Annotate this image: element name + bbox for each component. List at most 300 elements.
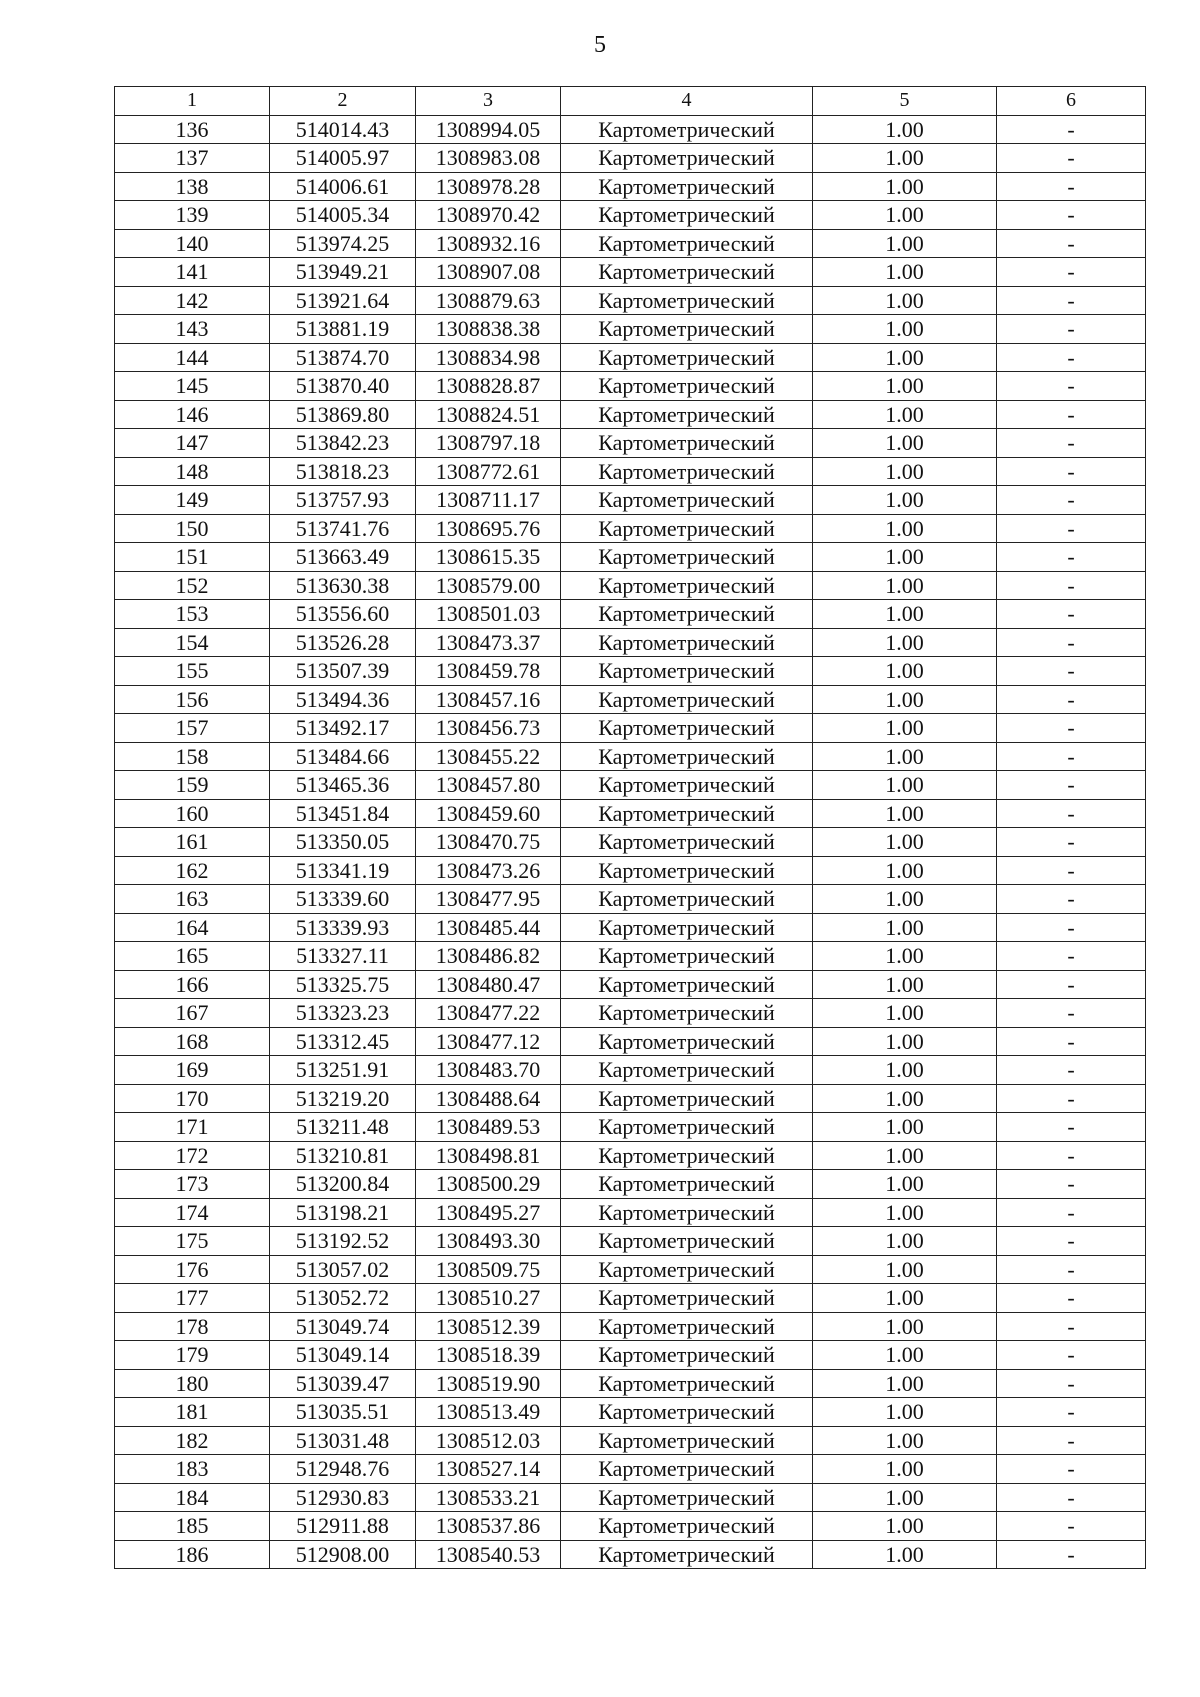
point-number-cell: 170 — [115, 1084, 270, 1113]
description-cell: - — [997, 115, 1146, 144]
accuracy-cell: 1.00 — [813, 172, 997, 201]
table-row — [115, 600, 1146, 629]
accuracy-cell: 1.00 — [813, 429, 997, 458]
x-coordinate-cell: 513339.93 — [270, 913, 416, 942]
accuracy-cell: 1.00 — [813, 400, 997, 429]
x-coordinate-cell: 512908.00 — [270, 1540, 416, 1569]
method-cell: Картометрический — [561, 1198, 813, 1227]
point-number-cell: 155 — [115, 657, 270, 686]
x-coordinate-cell: 513881.19 — [270, 315, 416, 344]
x-coordinate-cell: 513741.76 — [270, 514, 416, 543]
table-row — [115, 799, 1146, 828]
accuracy-cell: 1.00 — [813, 771, 997, 800]
x-coordinate-cell: 513870.40 — [270, 372, 416, 401]
method-cell: Картометрический — [561, 1312, 813, 1341]
x-coordinate-cell: 513052.72 — [270, 1284, 416, 1313]
description-cell: - — [997, 1198, 1146, 1227]
accuracy-cell: 1.00 — [813, 600, 997, 629]
accuracy-cell: 1.00 — [813, 1455, 997, 1484]
x-coordinate-cell: 513049.74 — [270, 1312, 416, 1341]
table-row — [115, 1084, 1146, 1113]
description-cell: - — [997, 457, 1146, 486]
table-row — [115, 1483, 1146, 1512]
x-coordinate-cell: 513921.64 — [270, 286, 416, 315]
accuracy-cell: 1.00 — [813, 799, 997, 828]
method-cell: Картометрический — [561, 457, 813, 486]
y-coordinate-cell: 1308493.30 — [416, 1227, 561, 1256]
point-number-cell: 141 — [115, 258, 270, 287]
description-cell: - — [997, 144, 1146, 173]
method-cell: Картометрический — [561, 1540, 813, 1569]
method-cell: Картометрический — [561, 144, 813, 173]
y-coordinate-cell: 1308579.00 — [416, 571, 561, 600]
table-row — [115, 942, 1146, 971]
description-cell: - — [997, 1141, 1146, 1170]
x-coordinate-cell: 513465.36 — [270, 771, 416, 800]
table-row — [115, 1170, 1146, 1199]
point-number-cell: 174 — [115, 1198, 270, 1227]
description-cell: - — [997, 999, 1146, 1028]
table-row — [115, 1455, 1146, 1484]
table-row — [115, 514, 1146, 543]
accuracy-cell: 1.00 — [813, 1084, 997, 1113]
point-number-cell: 154 — [115, 628, 270, 657]
table-row — [115, 1227, 1146, 1256]
accuracy-cell: 1.00 — [813, 486, 997, 515]
accuracy-cell: 1.00 — [813, 115, 997, 144]
point-number-cell: 137 — [115, 144, 270, 173]
point-number-cell: 159 — [115, 771, 270, 800]
description-cell: - — [997, 571, 1146, 600]
accuracy-cell: 1.00 — [813, 1540, 997, 1569]
table-row — [115, 1198, 1146, 1227]
column-header-2: 2 — [270, 87, 416, 116]
table-row — [115, 543, 1146, 572]
x-coordinate-cell: 513210.81 — [270, 1141, 416, 1170]
method-cell: Картометрический — [561, 714, 813, 743]
description-cell: - — [997, 1027, 1146, 1056]
y-coordinate-cell: 1308485.44 — [416, 913, 561, 942]
y-coordinate-cell: 1308486.82 — [416, 942, 561, 971]
method-cell: Картометрический — [561, 799, 813, 828]
table-row — [115, 1512, 1146, 1541]
y-coordinate-cell: 1308711.17 — [416, 486, 561, 515]
point-number-cell: 166 — [115, 970, 270, 999]
table-row — [115, 172, 1146, 201]
column-header-3: 3 — [416, 87, 561, 116]
table-row — [115, 343, 1146, 372]
accuracy-cell: 1.00 — [813, 742, 997, 771]
accuracy-cell: 1.00 — [813, 942, 997, 971]
table-row — [115, 913, 1146, 942]
point-number-cell: 138 — [115, 172, 270, 201]
method-cell: Картометрический — [561, 685, 813, 714]
accuracy-cell: 1.00 — [813, 1170, 997, 1199]
y-coordinate-cell: 1308879.63 — [416, 286, 561, 315]
x-coordinate-cell: 513630.38 — [270, 571, 416, 600]
point-number-cell: 158 — [115, 742, 270, 771]
description-cell: - — [997, 172, 1146, 201]
point-number-cell: 151 — [115, 543, 270, 572]
accuracy-cell: 1.00 — [813, 543, 997, 572]
method-cell: Картометрический — [561, 942, 813, 971]
accuracy-cell: 1.00 — [813, 144, 997, 173]
column-header-6: 6 — [997, 87, 1146, 116]
table-row — [115, 1284, 1146, 1313]
x-coordinate-cell: 513325.75 — [270, 970, 416, 999]
description-cell: - — [997, 771, 1146, 800]
table-row — [115, 115, 1146, 144]
description-cell: - — [997, 1084, 1146, 1113]
x-coordinate-cell: 513211.48 — [270, 1113, 416, 1142]
x-coordinate-cell: 512911.88 — [270, 1512, 416, 1541]
y-coordinate-cell: 1308994.05 — [416, 115, 561, 144]
method-cell: Картометрический — [561, 913, 813, 942]
method-cell: Картометрический — [561, 229, 813, 258]
point-number-cell: 169 — [115, 1056, 270, 1085]
method-cell: Картометрический — [561, 885, 813, 914]
accuracy-cell: 1.00 — [813, 1284, 997, 1313]
y-coordinate-cell: 1308533.21 — [416, 1483, 561, 1512]
y-coordinate-cell: 1308512.39 — [416, 1312, 561, 1341]
y-coordinate-cell: 1308501.03 — [416, 600, 561, 629]
method-cell: Картометрический — [561, 201, 813, 230]
point-number-cell: 143 — [115, 315, 270, 344]
y-coordinate-cell: 1308797.18 — [416, 429, 561, 458]
x-coordinate-cell: 513494.36 — [270, 685, 416, 714]
x-coordinate-cell: 513757.93 — [270, 486, 416, 515]
x-coordinate-cell: 514005.34 — [270, 201, 416, 230]
accuracy-cell: 1.00 — [813, 514, 997, 543]
accuracy-cell: 1.00 — [813, 1369, 997, 1398]
y-coordinate-cell: 1308513.49 — [416, 1398, 561, 1427]
description-cell: - — [997, 258, 1146, 287]
description-cell: - — [997, 685, 1146, 714]
point-number-cell: 146 — [115, 400, 270, 429]
method-cell: Картометрический — [561, 115, 813, 144]
accuracy-cell: 1.00 — [813, 1483, 997, 1512]
column-header-4: 4 — [561, 87, 813, 116]
point-number-cell: 156 — [115, 685, 270, 714]
accuracy-cell: 1.00 — [813, 201, 997, 230]
description-cell: - — [997, 828, 1146, 857]
y-coordinate-cell: 1308907.08 — [416, 258, 561, 287]
table-row — [115, 286, 1146, 315]
method-cell: Картометрический — [561, 543, 813, 572]
point-number-cell: 165 — [115, 942, 270, 971]
description-cell: - — [997, 201, 1146, 230]
accuracy-cell: 1.00 — [813, 1512, 997, 1541]
x-coordinate-cell: 513350.05 — [270, 828, 416, 857]
method-cell: Картометрический — [561, 742, 813, 771]
x-coordinate-cell: 513219.20 — [270, 1084, 416, 1113]
x-coordinate-cell: 514005.97 — [270, 144, 416, 173]
point-number-cell: 144 — [115, 343, 270, 372]
accuracy-cell: 1.00 — [813, 828, 997, 857]
method-cell: Картометрический — [561, 628, 813, 657]
accuracy-cell: 1.00 — [813, 372, 997, 401]
point-number-cell: 160 — [115, 799, 270, 828]
table-row — [115, 714, 1146, 743]
accuracy-cell: 1.00 — [813, 657, 997, 686]
point-number-cell: 142 — [115, 286, 270, 315]
x-coordinate-cell: 513526.28 — [270, 628, 416, 657]
description-cell: - — [997, 1512, 1146, 1541]
description-cell: - — [997, 600, 1146, 629]
table-row — [115, 1540, 1146, 1569]
description-cell: - — [997, 1369, 1146, 1398]
y-coordinate-cell: 1308695.76 — [416, 514, 561, 543]
description-cell: - — [997, 429, 1146, 458]
point-number-cell: 145 — [115, 372, 270, 401]
point-number-cell: 171 — [115, 1113, 270, 1142]
method-cell: Картометрический — [561, 571, 813, 600]
description-cell: - — [997, 286, 1146, 315]
x-coordinate-cell: 513200.84 — [270, 1170, 416, 1199]
x-coordinate-cell: 513507.39 — [270, 657, 416, 686]
description-cell: - — [997, 1255, 1146, 1284]
table-row — [115, 970, 1146, 999]
method-cell: Картометрический — [561, 1056, 813, 1085]
y-coordinate-cell: 1308527.14 — [416, 1455, 561, 1484]
description-cell: - — [997, 1056, 1146, 1085]
description-cell: - — [997, 400, 1146, 429]
table-row — [115, 1312, 1146, 1341]
description-cell: - — [997, 1312, 1146, 1341]
x-coordinate-cell: 513312.45 — [270, 1027, 416, 1056]
description-cell: - — [997, 913, 1146, 942]
y-coordinate-cell: 1308500.29 — [416, 1170, 561, 1199]
method-cell: Картометрический — [561, 1170, 813, 1199]
description-cell: - — [997, 856, 1146, 885]
x-coordinate-cell: 513057.02 — [270, 1255, 416, 1284]
point-number-cell: 186 — [115, 1540, 270, 1569]
y-coordinate-cell: 1308470.75 — [416, 828, 561, 857]
description-cell: - — [997, 1540, 1146, 1569]
y-coordinate-cell: 1308455.22 — [416, 742, 561, 771]
method-cell: Картометрический — [561, 856, 813, 885]
method-cell: Картометрический — [561, 1483, 813, 1512]
table-row — [115, 742, 1146, 771]
point-number-cell: 149 — [115, 486, 270, 515]
method-cell: Картометрический — [561, 999, 813, 1028]
accuracy-cell: 1.00 — [813, 343, 997, 372]
table-row — [115, 1426, 1146, 1455]
point-number-cell: 167 — [115, 999, 270, 1028]
table-row — [115, 628, 1146, 657]
accuracy-cell: 1.00 — [813, 999, 997, 1028]
accuracy-cell: 1.00 — [813, 1113, 997, 1142]
y-coordinate-cell: 1308824.51 — [416, 400, 561, 429]
point-number-cell: 184 — [115, 1483, 270, 1512]
table-row — [115, 315, 1146, 344]
y-coordinate-cell: 1308838.38 — [416, 315, 561, 344]
point-number-cell: 175 — [115, 1227, 270, 1256]
point-number-cell: 164 — [115, 913, 270, 942]
x-coordinate-cell: 513874.70 — [270, 343, 416, 372]
accuracy-cell: 1.00 — [813, 913, 997, 942]
point-number-cell: 182 — [115, 1426, 270, 1455]
y-coordinate-cell: 1308477.95 — [416, 885, 561, 914]
x-coordinate-cell: 513949.21 — [270, 258, 416, 287]
accuracy-cell: 1.00 — [813, 315, 997, 344]
description-cell: - — [997, 315, 1146, 344]
table-row — [115, 229, 1146, 258]
x-coordinate-cell: 513251.91 — [270, 1056, 416, 1085]
method-cell: Картометрический — [561, 1426, 813, 1455]
description-cell: - — [997, 714, 1146, 743]
table-row — [115, 1255, 1146, 1284]
y-coordinate-cell: 1308932.16 — [416, 229, 561, 258]
x-coordinate-cell: 513323.23 — [270, 999, 416, 1028]
table-row — [115, 457, 1146, 486]
x-coordinate-cell: 512930.83 — [270, 1483, 416, 1512]
description-cell: - — [997, 1398, 1146, 1427]
method-cell: Картометрический — [561, 1084, 813, 1113]
method-cell: Картометрический — [561, 486, 813, 515]
point-number-cell: 180 — [115, 1369, 270, 1398]
accuracy-cell: 1.00 — [813, 1255, 997, 1284]
point-number-cell: 136 — [115, 115, 270, 144]
x-coordinate-cell: 514014.43 — [270, 115, 416, 144]
table-row — [115, 1141, 1146, 1170]
y-coordinate-cell: 1308537.86 — [416, 1512, 561, 1541]
y-coordinate-cell: 1308477.22 — [416, 999, 561, 1028]
x-coordinate-cell: 513049.14 — [270, 1341, 416, 1370]
description-cell: - — [997, 657, 1146, 686]
table-body — [115, 115, 1146, 1569]
accuracy-cell: 1.00 — [813, 1141, 997, 1170]
accuracy-cell: 1.00 — [813, 1198, 997, 1227]
x-coordinate-cell: 513035.51 — [270, 1398, 416, 1427]
coordinates-table — [114, 86, 1146, 1569]
x-coordinate-cell: 513198.21 — [270, 1198, 416, 1227]
description-cell: - — [997, 885, 1146, 914]
method-cell: Картометрический — [561, 258, 813, 287]
method-cell: Картометрический — [561, 400, 813, 429]
page-number: 5 — [594, 32, 606, 58]
point-number-cell: 178 — [115, 1312, 270, 1341]
y-coordinate-cell: 1308459.60 — [416, 799, 561, 828]
x-coordinate-cell: 513192.52 — [270, 1227, 416, 1256]
point-number-cell: 181 — [115, 1398, 270, 1427]
x-coordinate-cell: 513484.66 — [270, 742, 416, 771]
y-coordinate-cell: 1308473.37 — [416, 628, 561, 657]
method-cell: Картометрический — [561, 1255, 813, 1284]
point-number-cell: 139 — [115, 201, 270, 230]
description-cell: - — [997, 1483, 1146, 1512]
y-coordinate-cell: 1308983.08 — [416, 144, 561, 173]
table-row — [115, 372, 1146, 401]
x-coordinate-cell: 513556.60 — [270, 600, 416, 629]
y-coordinate-cell: 1308473.26 — [416, 856, 561, 885]
x-coordinate-cell: 513842.23 — [270, 429, 416, 458]
method-cell: Картометрический — [561, 657, 813, 686]
accuracy-cell: 1.00 — [813, 229, 997, 258]
y-coordinate-cell: 1308970.42 — [416, 201, 561, 230]
description-cell: - — [997, 1284, 1146, 1313]
description-cell: - — [997, 742, 1146, 771]
y-coordinate-cell: 1308540.53 — [416, 1540, 561, 1569]
point-number-cell: 176 — [115, 1255, 270, 1284]
description-cell: - — [997, 1455, 1146, 1484]
method-cell: Картометрический — [561, 1398, 813, 1427]
method-cell: Картометрический — [561, 970, 813, 999]
table-row — [115, 486, 1146, 515]
point-number-cell: 163 — [115, 885, 270, 914]
method-cell: Картометрический — [561, 343, 813, 372]
method-cell: Картометрический — [561, 1141, 813, 1170]
description-cell: - — [997, 1227, 1146, 1256]
table-row — [115, 429, 1146, 458]
x-coordinate-cell: 513341.19 — [270, 856, 416, 885]
description-cell: - — [997, 229, 1146, 258]
accuracy-cell: 1.00 — [813, 1426, 997, 1455]
x-coordinate-cell: 513339.60 — [270, 885, 416, 914]
accuracy-cell: 1.00 — [813, 286, 997, 315]
method-cell: Картометрический — [561, 315, 813, 344]
table-row — [115, 1369, 1146, 1398]
table-row — [115, 144, 1146, 173]
accuracy-cell: 1.00 — [813, 1027, 997, 1056]
table-row — [115, 1113, 1146, 1142]
point-number-cell: 147 — [115, 429, 270, 458]
x-coordinate-cell: 513327.11 — [270, 942, 416, 971]
description-cell: - — [997, 942, 1146, 971]
x-coordinate-cell: 513451.84 — [270, 799, 416, 828]
point-number-cell: 177 — [115, 1284, 270, 1313]
accuracy-cell: 1.00 — [813, 970, 997, 999]
point-number-cell: 148 — [115, 457, 270, 486]
table-row — [115, 657, 1146, 686]
table-row — [115, 400, 1146, 429]
point-number-cell: 173 — [115, 1170, 270, 1199]
y-coordinate-cell: 1308510.27 — [416, 1284, 561, 1313]
x-coordinate-cell: 513039.47 — [270, 1369, 416, 1398]
point-number-cell: 168 — [115, 1027, 270, 1056]
accuracy-cell: 1.00 — [813, 1227, 997, 1256]
accuracy-cell: 1.00 — [813, 685, 997, 714]
point-number-cell: 172 — [115, 1141, 270, 1170]
method-cell: Картометрический — [561, 1512, 813, 1541]
accuracy-cell: 1.00 — [813, 714, 997, 743]
accuracy-cell: 1.00 — [813, 258, 997, 287]
method-cell: Картометрический — [561, 1027, 813, 1056]
table-row — [115, 828, 1146, 857]
method-cell: Картометрический — [561, 1227, 813, 1256]
table-header-row — [115, 87, 1146, 116]
y-coordinate-cell: 1308480.47 — [416, 970, 561, 999]
y-coordinate-cell: 1308828.87 — [416, 372, 561, 401]
x-coordinate-cell: 513869.80 — [270, 400, 416, 429]
point-number-cell: 183 — [115, 1455, 270, 1484]
accuracy-cell: 1.00 — [813, 628, 997, 657]
point-number-cell: 153 — [115, 600, 270, 629]
point-number-cell: 185 — [115, 1512, 270, 1541]
table-row — [115, 885, 1146, 914]
accuracy-cell: 1.00 — [813, 1312, 997, 1341]
table-row — [115, 771, 1146, 800]
point-number-cell: 152 — [115, 571, 270, 600]
y-coordinate-cell: 1308489.53 — [416, 1113, 561, 1142]
x-coordinate-cell: 513818.23 — [270, 457, 416, 486]
method-cell: Картометрический — [561, 828, 813, 857]
y-coordinate-cell: 1308498.81 — [416, 1141, 561, 1170]
y-coordinate-cell: 1308483.70 — [416, 1056, 561, 1085]
table-row — [115, 999, 1146, 1028]
table-row — [115, 1056, 1146, 1085]
point-number-cell: 162 — [115, 856, 270, 885]
